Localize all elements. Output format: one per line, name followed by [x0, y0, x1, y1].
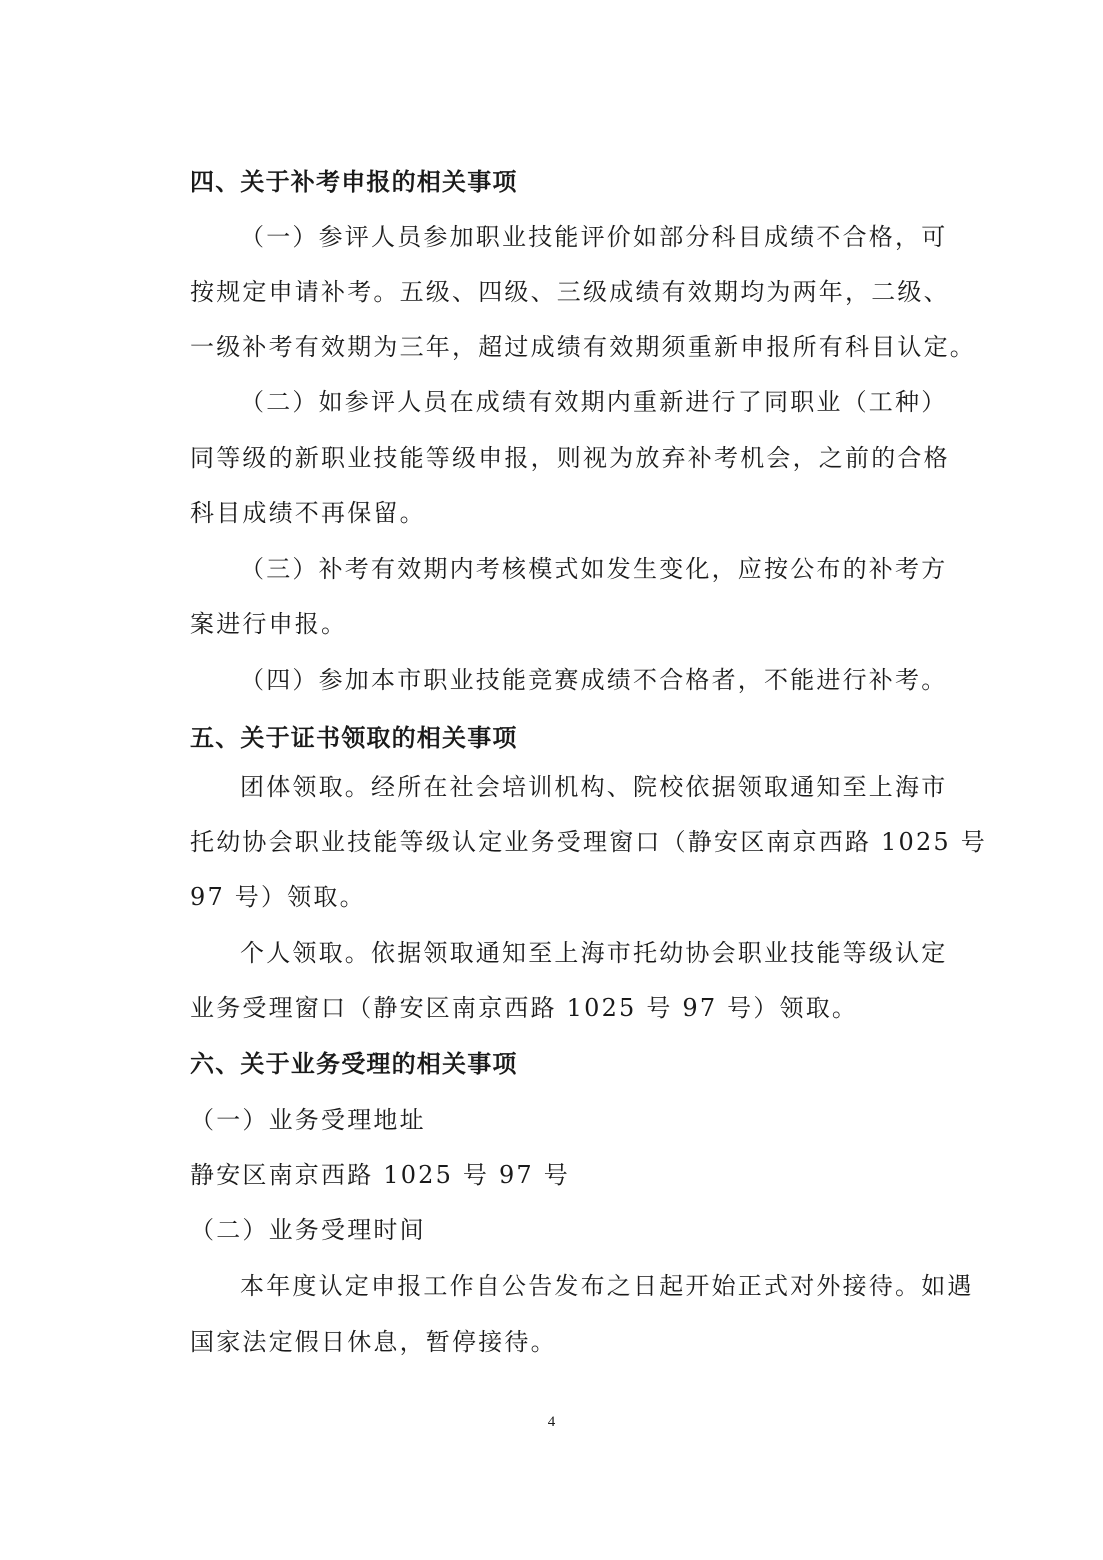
section-6-sub1-text: 静安区南京西路 1025 号 97 号 — [190, 1161, 570, 1189]
section-6-sub1-title: （一）业务受理地址 — [190, 1106, 426, 1134]
section-4-p1-line-1: （一）参评人员参加职业技能评价如部分科目成绩不合格，可 — [240, 223, 948, 251]
section-5-heading: 五、关于证书领取的相关事项 — [190, 724, 518, 752]
section-6-sub2-line-2: 国家法定假日休息，暂停接待。 — [190, 1328, 557, 1356]
section-6-heading: 六、关于业务受理的相关事项 — [190, 1050, 518, 1078]
section-4-p2-line-1: （二）如参评人员在成绩有效期内重新进行了同职业（工种） — [240, 388, 948, 416]
section-5-p1-line-1: 团体领取。经所在社会培训机构、院校依据领取通知至上海市 — [240, 773, 948, 801]
section-6-sub2-title: （二）业务受理时间 — [190, 1216, 426, 1244]
section-5-p2-line-2: 业务受理窗口（静安区南京西路 1025 号 97 号）领取。 — [190, 994, 859, 1022]
section-6-sub2-line-1: 本年度认定申报工作自公告发布之日起开始正式对外接待。如遇 — [240, 1272, 974, 1300]
section-4-p1-line-2: 按规定申请补考。五级、四级、三级成绩有效期均为两年，二级、 — [190, 278, 950, 306]
section-4-heading: 四、关于补考申报的相关事项 — [190, 168, 518, 196]
section-5-p1-line-3: 97 号）领取。 — [190, 883, 366, 911]
section-4-p3-line-1: （三）补考有效期内考核模式如发生变化，应按公布的补考方 — [240, 555, 948, 583]
section-4-p4-line-1: （四）参加本市职业技能竞赛成绩不合格者，不能进行补考。 — [240, 666, 948, 694]
section-4-p3-line-2: 案进行申报。 — [190, 610, 348, 638]
section-5-p2-line-1: 个人领取。依据领取通知至上海市托幼协会职业技能等级认定 — [240, 939, 948, 967]
section-4-p1-line-3: 一级补考有效期为三年，超过成绩有效期须重新申报所有科目认定。 — [190, 333, 976, 361]
section-4-p2-line-3: 科目成绩不再保留。 — [190, 499, 426, 527]
section-4-p2-line-2: 同等级的新职业技能等级申报，则视为放弃补考机会，之前的合格 — [190, 444, 950, 472]
section-5-p1-line-2: 托幼协会职业技能等级认定业务受理窗口（静安区南京西路 1025 号 — [190, 828, 987, 856]
page-number: 4 — [547, 1414, 556, 1430]
